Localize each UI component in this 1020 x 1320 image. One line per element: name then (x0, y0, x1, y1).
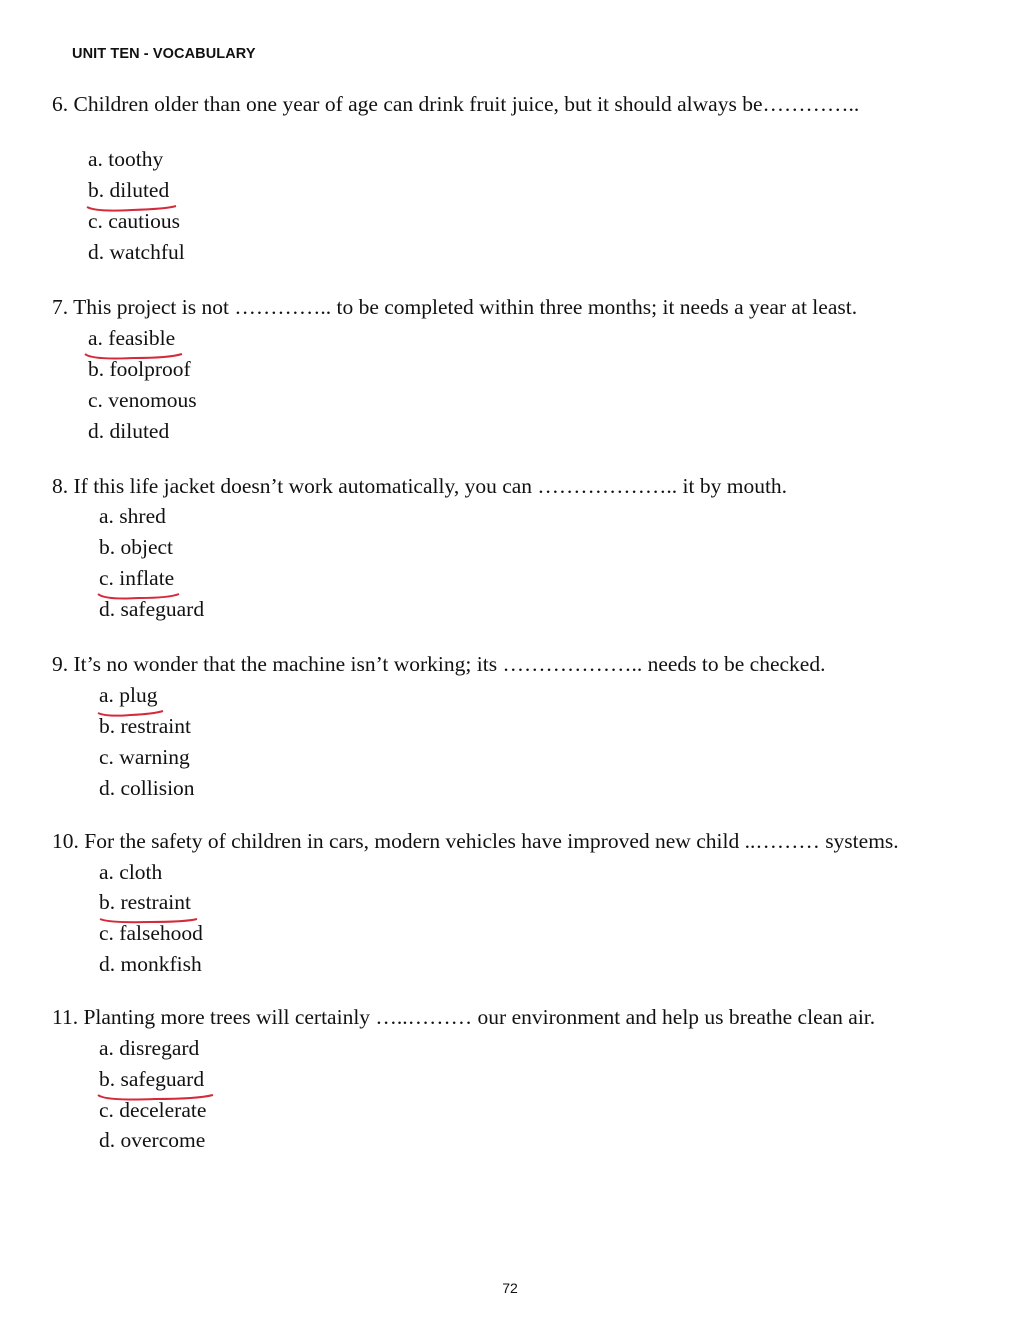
q8-option-d: d. safeguard (99, 597, 205, 621)
q11-option-d: d. overcome (99, 1128, 206, 1152)
q8-option-a: a. shred (99, 504, 166, 528)
q9-option-a: a. plug (99, 683, 158, 707)
q10-option-c: c. falsehood (99, 921, 203, 945)
question-10-stem: 10. For the safety of children in cars, modern vehicles have improved new child ..……… systems. (52, 829, 899, 853)
question-9-stem: 9. It’s no wonder that the machine isn’t working; its ……………….. needs to be checked. (52, 652, 826, 676)
q8-option-c: c. inflate (99, 566, 174, 590)
q7-option-d: d. diluted (88, 419, 170, 443)
page-number: 72 (502, 1280, 518, 1296)
q6-option-c: c. cautious (88, 209, 180, 233)
q9-option-d: d. collision (99, 776, 195, 800)
q6-option-d: d. watchful (88, 240, 185, 264)
q9-option-c: c. warning (99, 745, 190, 769)
q10-option-b: b. restraint (99, 890, 191, 914)
question-6-stem: 6. Children older than one year of age can drink fruit juice, but it should always be………….. (52, 92, 860, 116)
q10-option-a: a. cloth (99, 860, 163, 884)
q11-option-b: b. safeguard (99, 1067, 204, 1091)
question-8-stem: 8. If this life jacket doesn’t work automatically, you can ……………….. it by mouth. (52, 474, 788, 498)
q6-option-a: a. toothy (88, 147, 164, 171)
q11-option-a: a. disregard (99, 1036, 200, 1060)
question-11-stem: 11. Planting more trees will certainly …..……… our environment and help us breathe clean air. (52, 1005, 876, 1029)
question-7-stem: 7. This project is not ………….. to be completed within three months; it needs a year at least. (52, 295, 858, 319)
q9-option-b: b. restraint (99, 714, 191, 738)
q11-option-c: c. decelerate (99, 1098, 207, 1122)
q7-option-c: c. venomous (88, 388, 197, 412)
q8-option-b: b. object (99, 535, 174, 559)
q6-option-b: b. diluted (88, 178, 169, 202)
q7-option-b: b. foolproof (88, 357, 191, 381)
q10-option-d: d. monkfish (99, 952, 202, 976)
unit-header: UNIT TEN - VOCABULARY (72, 46, 256, 62)
q7-option-a: a. feasible (88, 326, 175, 350)
